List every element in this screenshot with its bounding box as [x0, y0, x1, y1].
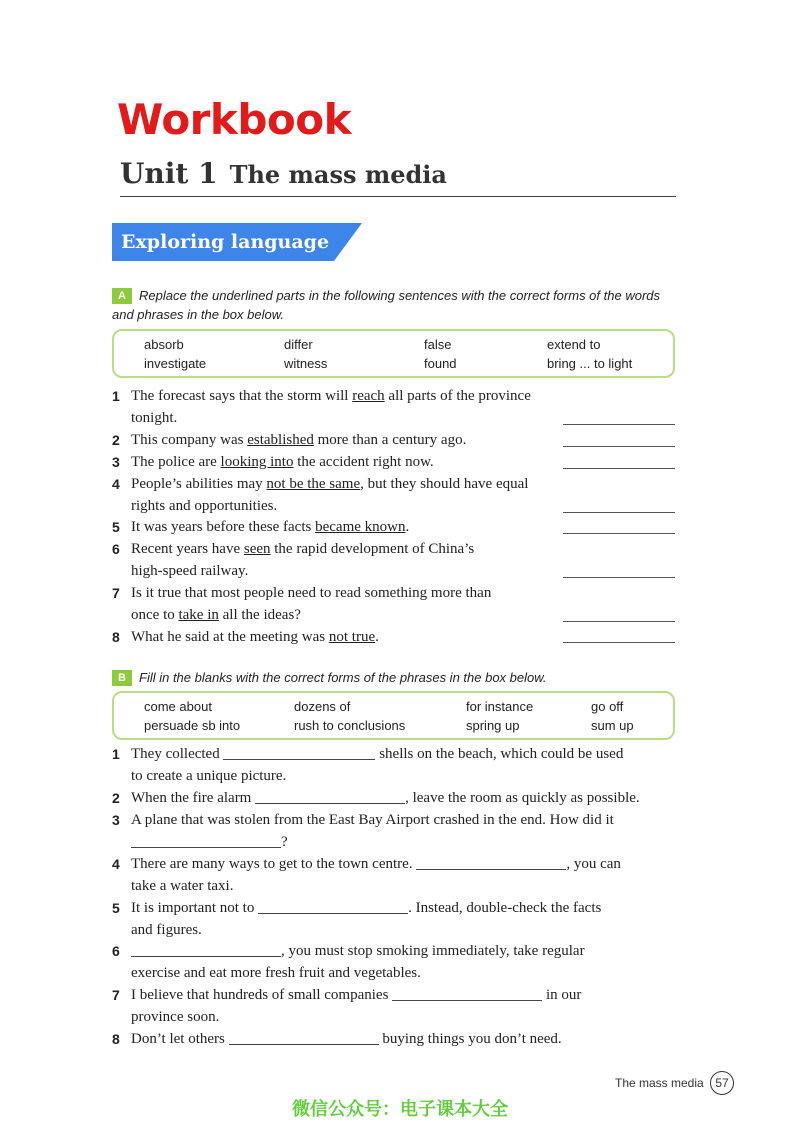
underlined-part: reach: [352, 388, 385, 404]
question-text: Recent years have seen the rapid development of China’s: [131, 541, 475, 557]
question-text: Is it true that most people need to read something more than: [131, 585, 492, 601]
question-number: 5: [112, 900, 120, 916]
answer-line[interactable]: [563, 512, 675, 513]
fill-blank[interactable]: [416, 854, 566, 870]
word-box-item: dozens of: [294, 699, 351, 714]
question-text-line2: rights and opportunities.: [131, 498, 278, 514]
underlined-part: established: [247, 432, 314, 448]
fill-blank[interactable]: [131, 832, 281, 848]
exercise-a-instruction-text: Replace the underlined parts in the following sentences with the correct forms of the words and phrases in the box below.: [112, 288, 660, 322]
word-box-item: found: [424, 356, 457, 371]
fill-blank[interactable]: [255, 788, 405, 804]
question-number: 2: [112, 790, 120, 806]
word-box-item: absorb: [144, 337, 184, 352]
exercise-a-instruction: [112, 286, 672, 324]
question-text-line2: exercise and eat more fresh fruit and vegetables.: [131, 965, 421, 981]
question-text: I believe that hundreds of small companies in our: [131, 987, 582, 1003]
question-text: What he said at the meeting was not true.: [131, 629, 379, 645]
question-text: , you must stop smoking immediately, take regular: [131, 940, 585, 962]
exercise-b-instruction-text: Fill in the blanks with the correct forms of the phrases in the box below.: [139, 670, 547, 685]
question-text: Don’t let others buying things you don’t need.: [131, 1031, 562, 1047]
underlined-part: became known: [315, 519, 406, 535]
word-box-item: come about: [144, 699, 212, 714]
answer-line[interactable]: [563, 468, 675, 469]
unit-number: Unit 1: [120, 157, 218, 190]
question-text-line2: ?: [131, 831, 288, 853]
question-number: 7: [112, 585, 120, 601]
question-text-line2: once to take in all the ideas?: [131, 607, 301, 623]
word-box-item: spring up: [466, 718, 520, 733]
underlined-part: not true: [328, 629, 376, 645]
word-box-item: extend to: [547, 337, 601, 352]
question-text-line2: tonight.: [131, 410, 178, 426]
question-number: 4: [112, 856, 120, 872]
word-box-item: bring ... to light: [547, 356, 633, 371]
question-text: It was years before these facts became known.: [131, 519, 410, 535]
question-number: 1: [112, 746, 120, 762]
fill-blank[interactable]: [258, 898, 408, 914]
question-text: The police are looking into the accident right now.: [131, 454, 434, 470]
word-box-item: rush to conclusions: [294, 718, 406, 733]
question-text: A plane that was stolen from the East Bay Airport crashed in the end. How did it: [131, 812, 614, 828]
word-box-item: go off: [591, 699, 624, 714]
question-text: It is important not to . Instead, double-check the facts: [131, 900, 602, 916]
exercise-b-label: B: [112, 670, 132, 686]
fill-blank[interactable]: [229, 1029, 379, 1045]
word-box-item: witness: [284, 356, 328, 371]
exercise-a-label: A: [112, 288, 132, 304]
question-text: This company was established more than a century ago.: [131, 432, 467, 448]
question-number: 5: [112, 519, 120, 535]
workbook-title: Workbook: [117, 95, 352, 144]
underlined-part: looking into: [220, 454, 294, 470]
answer-line[interactable]: [563, 621, 675, 622]
question-text: When the fire alarm , leave the room as quickly as possible.: [131, 790, 640, 806]
word-box-item: false: [424, 337, 452, 352]
question-text: They collected shells on the beach, which could be used: [131, 746, 624, 762]
section-banner: [112, 223, 362, 261]
question-number: 4: [112, 476, 120, 492]
exercise-b-word-box: [112, 691, 675, 740]
exercise-b-instruction: [112, 668, 672, 687]
section-title: Exploring language: [121, 231, 330, 253]
question-text: The forecast says that the storm will reach all parts of the province: [131, 388, 531, 404]
unit-topic: The mass media: [229, 160, 447, 189]
question-number: 8: [112, 629, 120, 645]
header-divider: [120, 196, 676, 197]
question-text-line2: high-speed railway.: [131, 563, 249, 579]
question-number: 8: [112, 1031, 120, 1047]
question-number: 3: [112, 812, 120, 828]
question-text-line2: to create a unique picture.: [131, 768, 287, 784]
underlined-part: not be the same: [266, 476, 361, 492]
word-box-item: differ: [284, 337, 313, 352]
word-box-item: persuade sb into: [144, 718, 241, 733]
question-number: 1: [112, 388, 120, 404]
answer-line[interactable]: [563, 533, 675, 534]
footer-text: The mass media: [615, 1076, 704, 1090]
answer-line[interactable]: [563, 642, 675, 643]
question-text: There are many ways to get to the town centre. , you can: [131, 856, 621, 872]
underlined-part: take in: [178, 607, 219, 623]
question-text: People’s abilities may not be the same, but they should have equal: [131, 476, 529, 492]
page-number: 57: [710, 1071, 734, 1095]
question-number: 3: [112, 454, 120, 470]
question-number: 2: [112, 432, 120, 448]
underlined-part: seen: [243, 541, 271, 557]
fill-blank[interactable]: [223, 744, 375, 760]
question-number: 6: [112, 541, 120, 557]
answer-line[interactable]: [563, 446, 675, 447]
question-text-line2: and figures.: [131, 922, 202, 938]
answer-line[interactable]: [563, 577, 675, 578]
question-text-line2: take a water taxi.: [131, 878, 234, 894]
fill-blank[interactable]: [392, 985, 542, 1001]
word-box-item: sum up: [591, 718, 634, 733]
fill-blank[interactable]: [131, 941, 281, 957]
word-box-item: for instance: [466, 699, 534, 714]
word-box-item: investigate: [144, 356, 207, 371]
unit-heading: [120, 156, 447, 196]
question-text-line2: province soon.: [131, 1009, 220, 1025]
answer-line[interactable]: [563, 424, 675, 425]
question-number: 6: [112, 943, 120, 959]
exercise-a-word-box: [112, 329, 675, 378]
question-number: 7: [112, 987, 120, 1003]
watermark-text: 微信公众号：电子课本大全: [292, 1099, 508, 1120]
